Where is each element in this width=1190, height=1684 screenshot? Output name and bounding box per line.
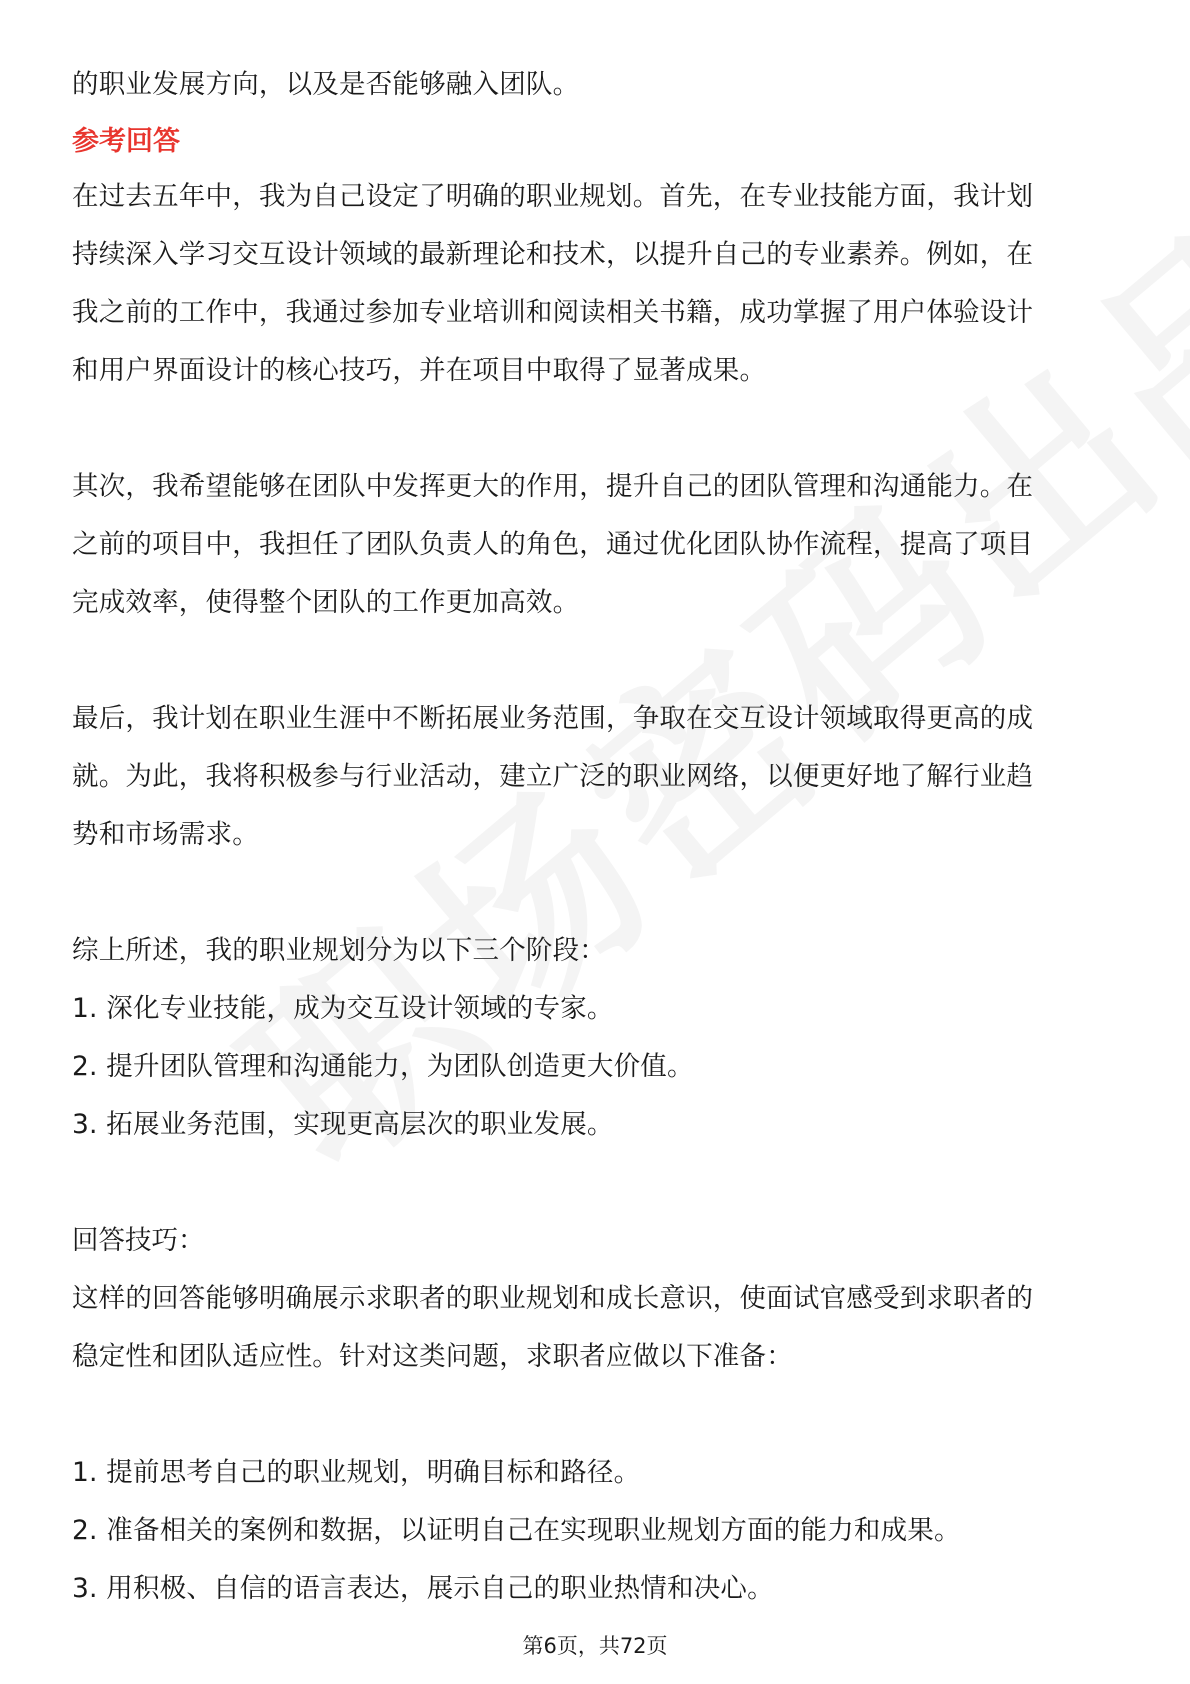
- list-item: 2. 准备相关的案例和数据，以证明自己在实现职业规划方面的能力和成果。: [72, 1515, 961, 1546]
- paragraph-gap: [72, 1386, 1120, 1444]
- paragraph-line: 最后，我计划在职业生涯中不断拓展业务范围，争取在交互设计领域取得更高的成: [72, 703, 1034, 734]
- paragraph-line: 稳定性和团队适应性。针对这类问题，求职者应做以下准备：: [72, 1341, 793, 1372]
- paragraph-gap: [72, 400, 1120, 458]
- answer-paragraph-3: [72, 690, 1120, 864]
- paragraph-line: 之前的项目中，我担任了团队负责人的角色，通过优化团队协作流程，提高了项目: [72, 529, 1034, 560]
- paragraph-line: 我之前的工作中，我通过参加专业培训和阅读相关书籍，成功掌握了用户体验设计: [72, 297, 1034, 328]
- answer-paragraph-2: [72, 458, 1120, 632]
- summary-intro: 综上所述，我的职业规划分为以下三个阶段：: [72, 935, 606, 966]
- answer-paragraph-1: [72, 168, 1120, 400]
- intro-tail-line: 的职业发展方向，以及是否能够融入团队。: [72, 69, 580, 100]
- paragraph-line: 完成效率，使得整个团队的工作更加高效。: [72, 587, 580, 618]
- list-item: 3. 拓展业务范围，实现更高层次的职业发展。: [72, 1109, 614, 1140]
- tips-title: 回答技巧：: [72, 1225, 205, 1256]
- paragraph-line: 势和市场需求。: [72, 819, 259, 850]
- page-number-footer: 第6页，共72页: [522, 1634, 668, 1658]
- list-item: 2. 提升团队管理和沟通能力，为团队创造更大价值。: [72, 1051, 694, 1082]
- paragraph-line: 其次，我希望能够在团队中发挥更大的作用，提升自己的团队管理和沟通能力。在: [72, 471, 1034, 502]
- paragraph-line: 这样的回答能够明确展示求职者的职业规划和成长意识，使面试官感受到求职者的: [72, 1283, 1034, 1314]
- list-item: 1. 提前思考自己的职业规划，明确目标和路径。: [72, 1457, 641, 1488]
- answer-summary: [72, 922, 1120, 1154]
- paragraph-line: 持续深入学习交互设计领域的最新理论和技术，以提升自己的专业素养。例如，在: [72, 239, 1034, 270]
- paragraph-gap: [72, 632, 1120, 690]
- paragraph-line: 和用户界面设计的核心技巧，并在项目中取得了显著成果。: [72, 355, 767, 386]
- paragraph-gap: [72, 864, 1120, 922]
- list-item: 3. 用积极、自信的语言表达，展示自己的职业热情和决心。: [72, 1573, 774, 1604]
- paragraph-line: 在过去五年中，我为自己设定了明确的职业规划。首先，在专业技能方面，我计划: [72, 181, 1034, 212]
- paragraph-line: 就。为此，我将积极参与行业活动，建立广泛的职业网络，以便更好地了解行业趋: [72, 761, 1034, 792]
- answer-heading: 参考回答: [72, 126, 180, 157]
- paragraph-gap: [72, 1154, 1120, 1212]
- tips-section: [72, 1212, 1120, 1618]
- list-item: 1. 深化专业技能，成为交互设计领域的专家。: [72, 993, 614, 1024]
- page-content: [72, 56, 1120, 1618]
